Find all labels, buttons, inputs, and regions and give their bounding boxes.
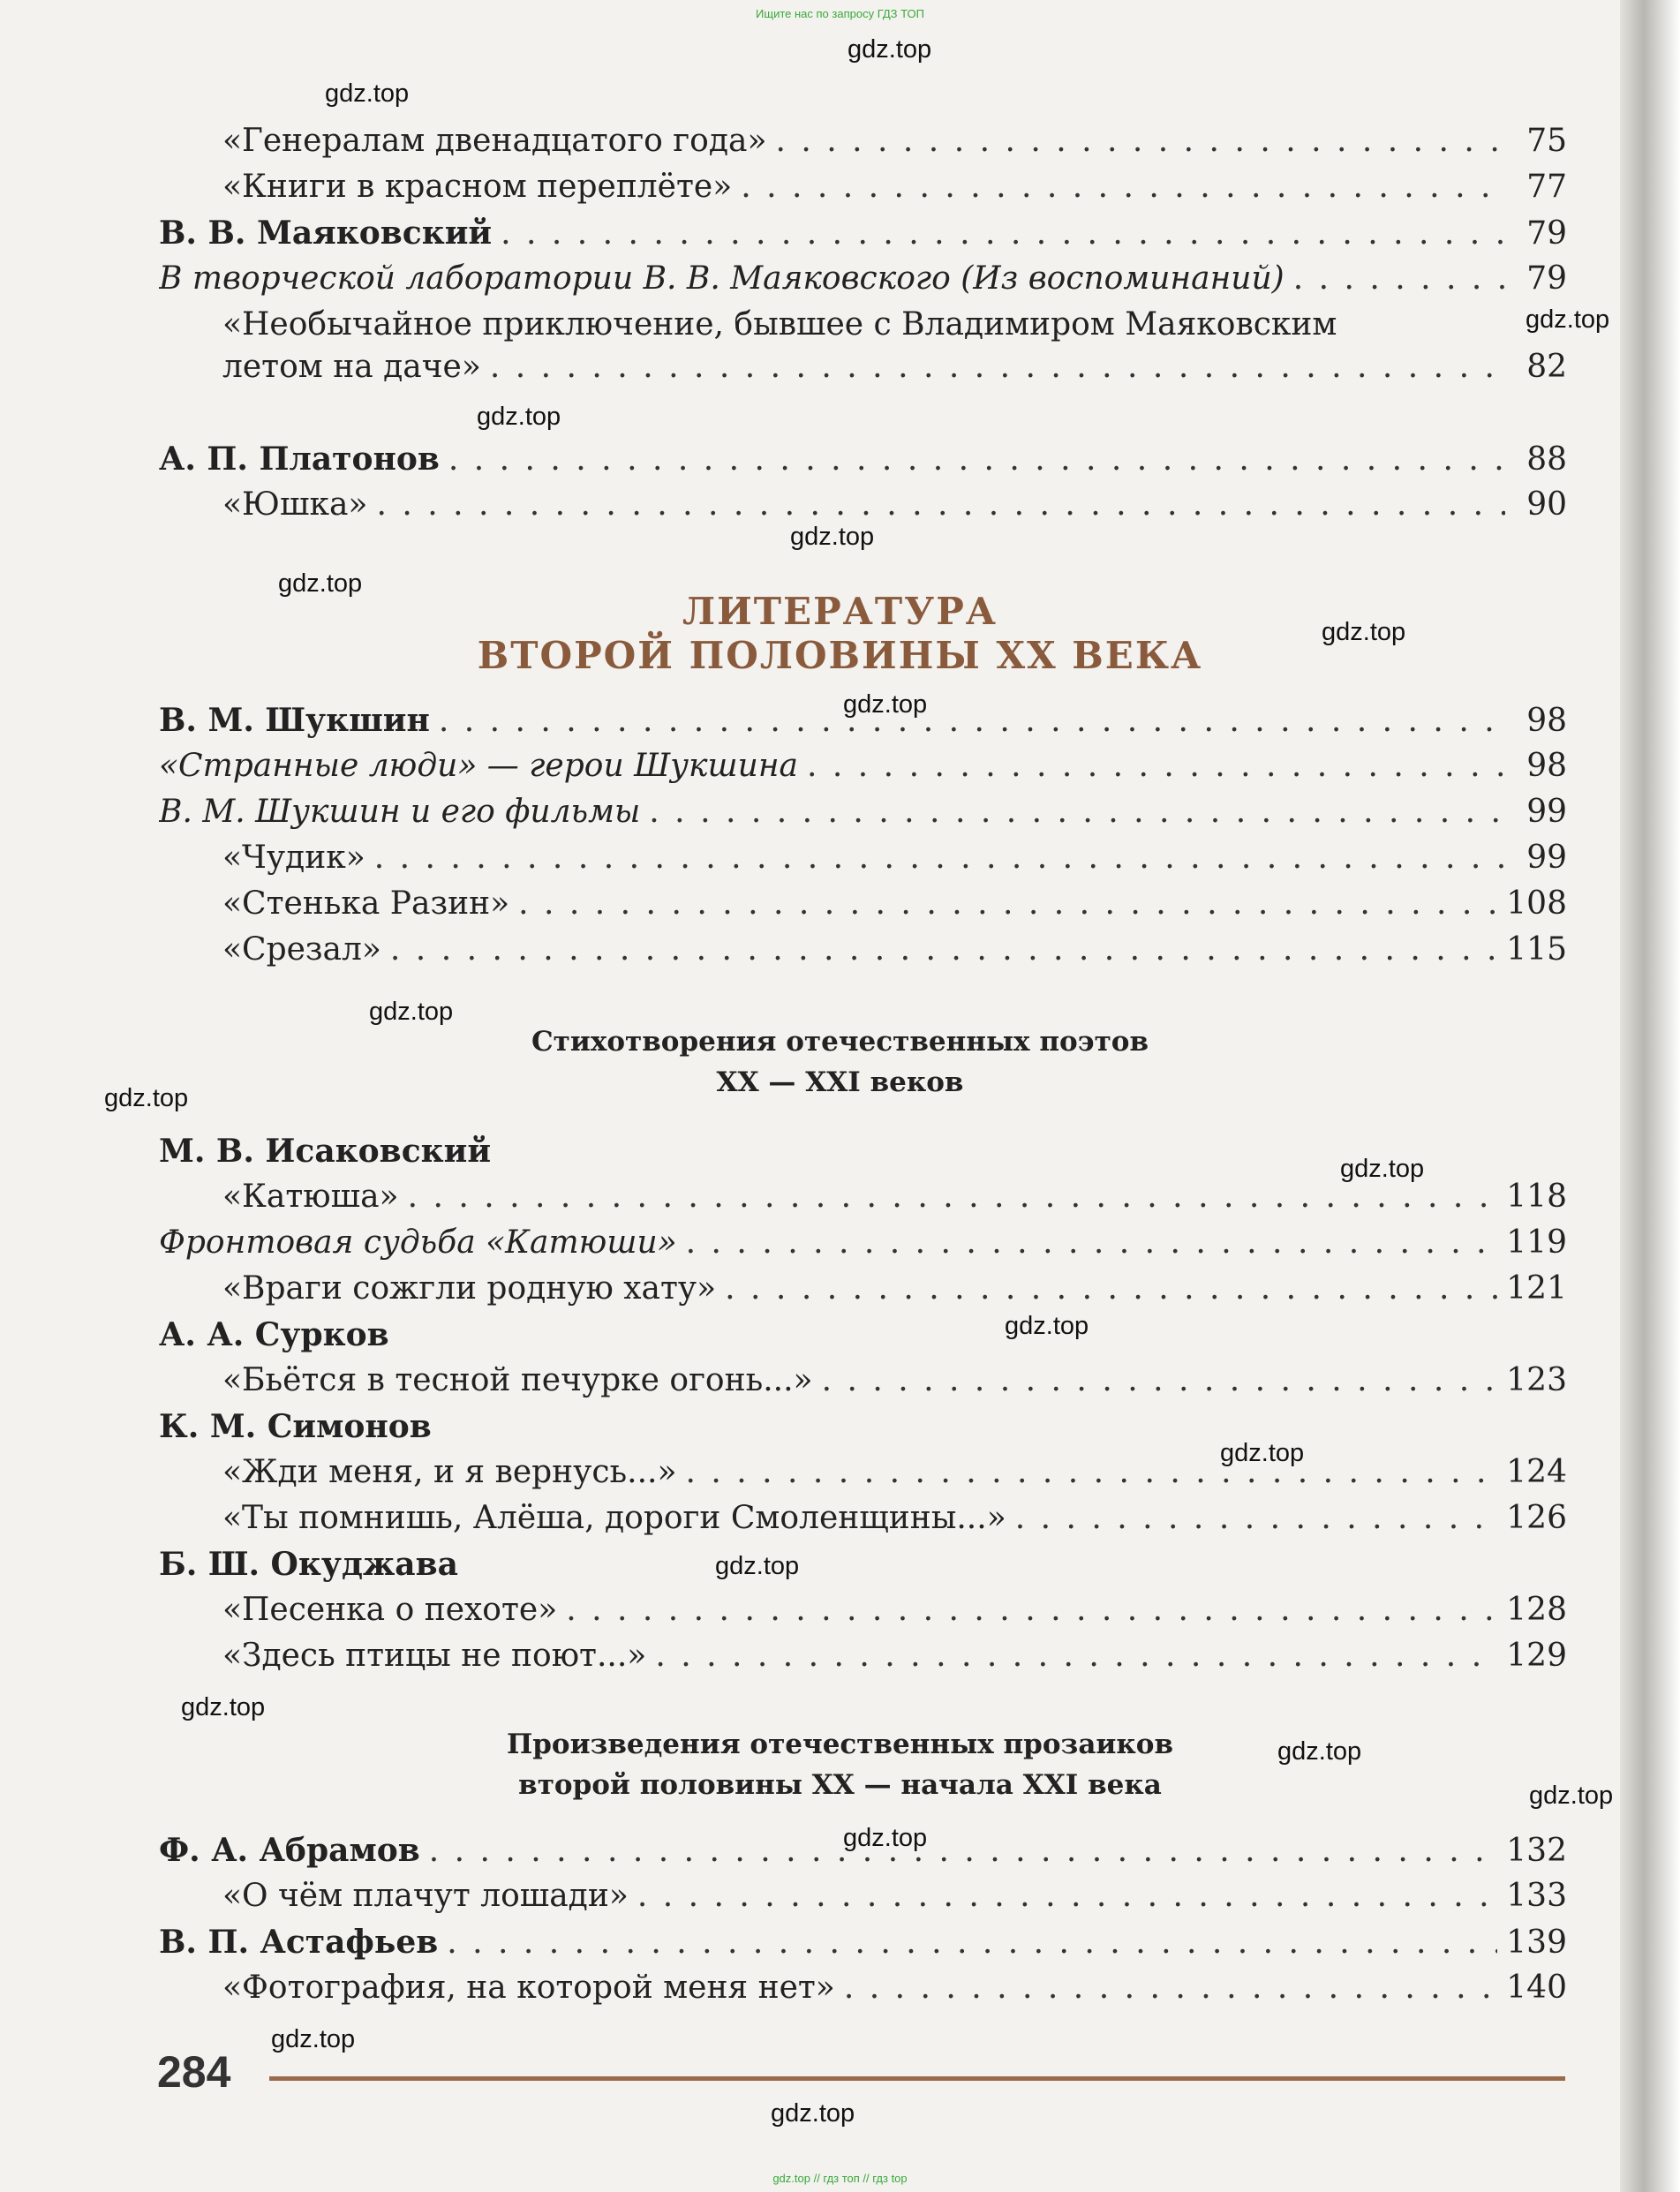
toc-author-entry[interactable] bbox=[159, 1543, 1567, 1586]
toc-entry[interactable] bbox=[222, 929, 1567, 971]
watermark-label: gdz.top bbox=[771, 2099, 855, 2128]
toc-entry[interactable] bbox=[222, 484, 1567, 526]
leader-dots bbox=[686, 1222, 1498, 1264]
watermark-label: gdz.top bbox=[843, 690, 928, 719]
leader-dots bbox=[408, 1176, 1498, 1218]
leader-dots bbox=[637, 1875, 1497, 1917]
watermark-label: gdz.top bbox=[790, 523, 875, 551]
entry-title: «Жди меня, и я вернусь...» bbox=[222, 1454, 677, 1490]
subsection-title-line1: Произведения отечественных прозаиков bbox=[506, 1729, 1174, 1760]
subsection-title-line2: второй половины XX — начала XXI века bbox=[518, 1769, 1162, 1801]
entry-page: 118 bbox=[1506, 1179, 1567, 1215]
author-name: Б. Ш. Окуджава bbox=[159, 1546, 458, 1583]
watermark-label: gdz.top bbox=[1526, 305, 1610, 334]
entry-title: «Срезал» bbox=[222, 931, 381, 968]
watermark-label: gdz.top bbox=[271, 2025, 356, 2053]
author-name: М. В. Исаковский bbox=[159, 1133, 492, 1170]
author-name: А. А. Сурков bbox=[159, 1316, 389, 1353]
toc-author-entry[interactable] bbox=[159, 438, 1567, 480]
toc-entry[interactable] bbox=[222, 1497, 1567, 1540]
entry-title: «Здесь птицы не поют...» bbox=[222, 1638, 647, 1674]
leader-dots bbox=[822, 1360, 1498, 1402]
entry-title: «Книги в красном переплёте» bbox=[222, 169, 733, 205]
entry-title: «Генералам двенадцатого года» bbox=[222, 123, 767, 159]
entry-page: 90 bbox=[1526, 486, 1567, 523]
author-name: В. В. Маяковский bbox=[159, 215, 493, 252]
leader-dots bbox=[844, 1967, 1497, 2009]
toc-entry[interactable] bbox=[222, 120, 1567, 162]
entry-title: «Песенка о пехоте» bbox=[222, 1592, 558, 1628]
section-title-line1: ЛИТЕРАТУРА bbox=[682, 590, 998, 633]
entry-page: 115 bbox=[1506, 931, 1567, 968]
toc-essay-entry[interactable] bbox=[159, 745, 1567, 787]
toc-entry[interactable] bbox=[222, 166, 1567, 208]
watermark-label: gdz.top bbox=[325, 79, 410, 108]
author-name: А. П. Платонов bbox=[159, 441, 440, 478]
author-name: К. М. Симонов bbox=[159, 1408, 432, 1445]
watermark-label: gdz.top bbox=[1277, 1737, 1362, 1766]
entry-page: 126 bbox=[1506, 1500, 1567, 1536]
toc-author-entry[interactable] bbox=[159, 1314, 1567, 1356]
leader-dots bbox=[1015, 1497, 1498, 1540]
watermark-label: gdz.top bbox=[104, 1084, 189, 1112]
toc-entry[interactable] bbox=[222, 1589, 1567, 1631]
leader-dots bbox=[374, 837, 1505, 879]
leader-dots bbox=[518, 883, 1497, 925]
entry-page: 132 bbox=[1506, 1833, 1567, 1869]
watermark-label: gdz.top bbox=[848, 35, 932, 64]
entry-title: «Чудик» bbox=[222, 840, 365, 876]
watermark-label: gdz.top bbox=[843, 1824, 928, 1852]
page-number: 284 bbox=[157, 2047, 231, 2097]
watermark-label: gdz.top bbox=[1322, 618, 1406, 646]
leader-dots bbox=[501, 213, 1505, 254]
entry-page: 88 bbox=[1526, 441, 1567, 478]
leader-dots bbox=[807, 745, 1505, 787]
essay-title: В. М. Шукшин и его фильмы bbox=[159, 794, 641, 830]
entry-page: 108 bbox=[1506, 885, 1567, 922]
leader-dots bbox=[439, 700, 1505, 742]
toc-entry[interactable] bbox=[222, 837, 1567, 879]
entry-title: «Ты помнишь, Алёша, дороги Смоленщины...» bbox=[222, 1500, 1006, 1536]
entry-page: 119 bbox=[1506, 1224, 1567, 1261]
toc-entry[interactable] bbox=[222, 1360, 1567, 1402]
leader-dots bbox=[741, 166, 1505, 208]
leader-dots bbox=[685, 1451, 1497, 1494]
author-name: Ф. А. Абрамов bbox=[159, 1832, 420, 1869]
leader-dots bbox=[490, 346, 1505, 388]
entry-page: 124 bbox=[1506, 1454, 1567, 1490]
leader-dots bbox=[566, 1589, 1497, 1631]
entry-title: «Юшка» bbox=[222, 486, 368, 523]
watermark-label: gdz.top bbox=[1005, 1312, 1089, 1340]
entry-page: 121 bbox=[1506, 1270, 1567, 1307]
entry-page: 128 bbox=[1506, 1592, 1567, 1628]
toc-author-entry[interactable] bbox=[159, 1405, 1567, 1448]
footer-rule bbox=[269, 2076, 1565, 2081]
entry-page: 98 bbox=[1526, 748, 1567, 784]
toc-entry[interactable] bbox=[222, 1967, 1567, 2009]
bottom-banner: gdz.top // гдз топ // гдз top bbox=[772, 2172, 908, 2185]
watermark-label: gdz.top bbox=[181, 1693, 266, 1721]
leader-dots bbox=[655, 1635, 1497, 1677]
toc-essay-entry[interactable] bbox=[159, 258, 1567, 300]
watermark-label: gdz.top bbox=[1340, 1155, 1425, 1183]
entry-page: 82 bbox=[1526, 349, 1567, 385]
entry-page: 79 bbox=[1526, 215, 1567, 252]
entry-title: «Стенька Разин» bbox=[222, 885, 510, 922]
toc-author-entry[interactable] bbox=[159, 1921, 1567, 1963]
essay-title: В творческой лаборатории В. В. Маяковского (Из воспоминаний) bbox=[159, 260, 1284, 297]
watermark-label: gdz.top bbox=[1529, 1781, 1614, 1810]
entry-page: 99 bbox=[1526, 794, 1567, 830]
toc-entry[interactable] bbox=[222, 883, 1567, 925]
leader-dots bbox=[448, 439, 1505, 480]
toc-entry[interactable] bbox=[222, 1268, 1567, 1310]
toc-essay-entry[interactable] bbox=[159, 1222, 1567, 1264]
entry-page: 75 bbox=[1526, 123, 1567, 159]
leader-dots bbox=[390, 929, 1497, 971]
entry-page: 123 bbox=[1506, 1362, 1567, 1398]
leader-dots bbox=[649, 791, 1505, 833]
author-name: В. М. Шукшин bbox=[159, 702, 430, 739]
entry-page: 98 bbox=[1526, 703, 1567, 739]
watermark-label: gdz.top bbox=[278, 569, 363, 598]
leader-dots bbox=[447, 1922, 1497, 1963]
toc-entry[interactable] bbox=[222, 1451, 1567, 1494]
entry-page: 79 bbox=[1526, 260, 1567, 297]
leader-dots bbox=[725, 1268, 1497, 1310]
entry-title: «О чём плачут лошади» bbox=[222, 1878, 629, 1914]
watermark-label: gdz.top bbox=[477, 403, 561, 431]
essay-title: «Странные люди» — герои Шукшина bbox=[159, 748, 799, 784]
leader-dots bbox=[1293, 258, 1505, 300]
entry-page: 133 bbox=[1506, 1878, 1567, 1914]
leader-dots bbox=[429, 1830, 1498, 1872]
watermark-label: gdz.top bbox=[1220, 1439, 1305, 1467]
toc-essay-entry[interactable] bbox=[159, 791, 1567, 833]
toc-author-entry[interactable] bbox=[159, 212, 1567, 254]
top-banner: Ищите нас по запросу ГДЗ ТОП bbox=[756, 7, 924, 20]
entry-title-line1[interactable]: «Необычайное приключение, бывшее с Владимиром Маяковским bbox=[222, 306, 1337, 343]
entry-title-continuation: летом на даче» bbox=[222, 349, 481, 385]
entry-title: «Бьётся в тесной печурке огонь...» bbox=[222, 1362, 813, 1398]
entry-page: 77 bbox=[1526, 169, 1567, 205]
leader-dots bbox=[775, 120, 1505, 162]
section-title-line2: ВТОРОЙ ПОЛОВИНЫ XX ВЕКА bbox=[477, 634, 1203, 677]
author-name: В. П. Астафьев bbox=[159, 1924, 439, 1961]
entry-page: 99 bbox=[1526, 840, 1567, 876]
toc-entry[interactable] bbox=[222, 1635, 1567, 1677]
entry-title: «Враги сожгли родную хату» bbox=[222, 1270, 717, 1307]
entry-title: «Катюша» bbox=[222, 1179, 399, 1215]
watermark-label: gdz.top bbox=[369, 998, 454, 1026]
toc-entry[interactable] bbox=[222, 346, 1567, 388]
subsection-title-line1: Стихотворения отечественных поэтов bbox=[531, 1026, 1149, 1058]
entry-page: 129 bbox=[1506, 1638, 1567, 1674]
toc-entry[interactable] bbox=[222, 1875, 1567, 1917]
entry-page: 140 bbox=[1506, 1970, 1567, 2006]
watermark-label: gdz.top bbox=[715, 1552, 800, 1580]
essay-title: Фронтовая судьба «Катюши» bbox=[159, 1224, 677, 1261]
subsection-title-line2: XX — XXI веков bbox=[716, 1066, 964, 1098]
leader-dots bbox=[376, 484, 1505, 526]
entry-page: 139 bbox=[1506, 1925, 1567, 1961]
entry-title: «Фотография, на которой меня нет» bbox=[222, 1970, 835, 2006]
